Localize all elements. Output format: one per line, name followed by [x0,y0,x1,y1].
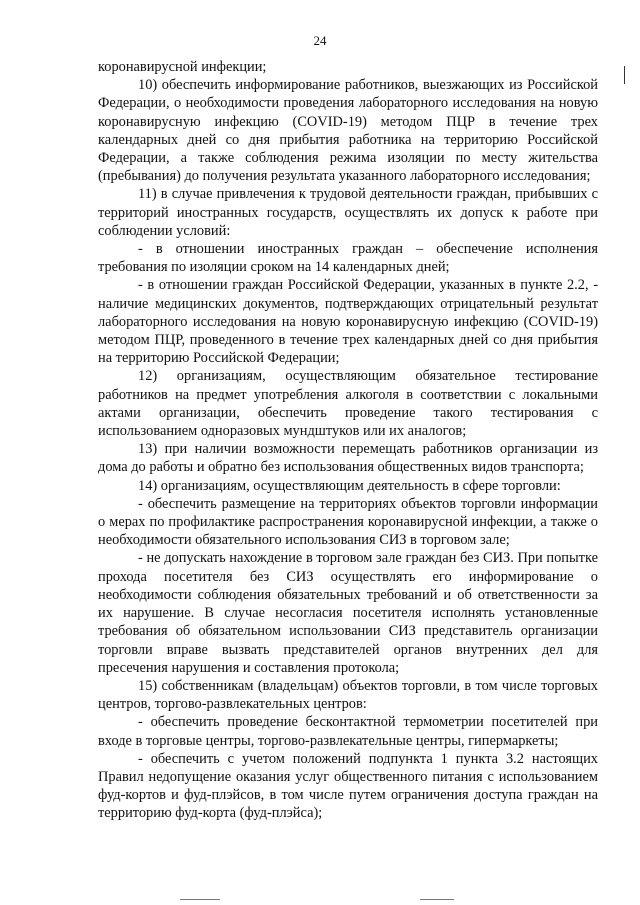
bottom-edge-mark [420,899,454,900]
page-number: 24 [313,33,327,48]
paragraph-item-14-info: - обеспечить размещение на территориях объектов торговли информации о мерах по профилактике распространения коронавирусной инфекции, а также о необходимости обязательного использования СИЗ в торговом зале; [98,495,598,549]
paragraph-item-10: 10) обеспечить информирование работников, выезжающих из Российской Федерации, о необходимости проведения лабораторного исследования на новую коронавирусную инфекцию (COVID-19) методом ПЦР в течение трех календарных дней со дня прибытия работника на территорию Российской Федерации, а также соблюдения режима изоляции по месту жительства (пребывания) до получения результата указанного лабораторного исследования; [98,77,598,185]
paragraph-continuation: коронавирусной инфекции; [98,59,267,75]
paragraph-item-14-no-siz: - не допускать нахождение в торговом зале граждан без СИЗ. При попытке прохода посетителя без СИЗ осуществлять его информирование о необходимости соблюдения обязательных требований и об ответственности за их нарушение. В случае несогласия посетителя исполнять установленные требования об обязательном использовании СИЗ представитель организации торговли вправе вызвать представителей органов внутренних дел для пресечения нарушения и составления протокола; [98,550,598,676]
paragraph-item-11-citizens: - в отношении граждан Российской Федерации, указанных в пункте 2.2, - наличие медицинских документов, подтверждающих отрицательный результат лабораторного исследования на новую коронавирусную инфекцию (COVID-19) методом ПЦР, проведенного в течение трех календарных дней со дня прибытия на территорию Российской Федерации; [98,277,598,367]
paragraph-item-15: 15) собственникам (владельцам) объектов торговли, в том числе торговых центров, торгово-развлекательных центров: [98,677,598,713]
margin-mark [624,66,625,84]
paragraph-item-13: 13) при наличии возможности перемещать работников организации из дома до работы и обратно без использования общественных видов транспорта; [98,441,598,476]
paragraph-item-11-foreign: - в отношении иностранных граждан – обеспечение исполнения требования по изоляции сроком на 14 календарных дней; [98,241,598,276]
paragraph-item-15-thermometry: - обеспечить проведение бесконтактной термометрии посетителей при входе в торговые центры, торгово-развлекательные центры, гипермаркеты; [98,714,598,749]
paragraph-item-14: 14) организациям, осуществляющим деятельность в сфере торговли: [138,477,561,494]
paragraph-item-15-food-court: - обеспечить с учетом положений подпункта 1 пункта 3.2 настоящих Правил недопущение оказания услуг общественного питания с использованием фуд-кортов и фуд-плэйсов, в том числе путем ограничения доступа граждан на территорию фуд-корта (фуд-плэйса); [98,750,598,822]
paragraph-item-11: 11) в случае привлечения к трудовой деятельности граждан, прибывших с территорий иностранных государств, осуществлять их допуск к работе при соблюдении условий: [98,186,598,239]
document-body [98,58,598,823]
bottom-edge-mark [180,899,220,900]
paragraph-item-12: 12) организациям, осуществляющим обязательное тестирование работников на предмет употребления алкоголя в соответствии с локальными актами организации, обеспечить проведение такого тестирования с использованием одноразовых мундштуков или их аналогов; [98,368,598,440]
